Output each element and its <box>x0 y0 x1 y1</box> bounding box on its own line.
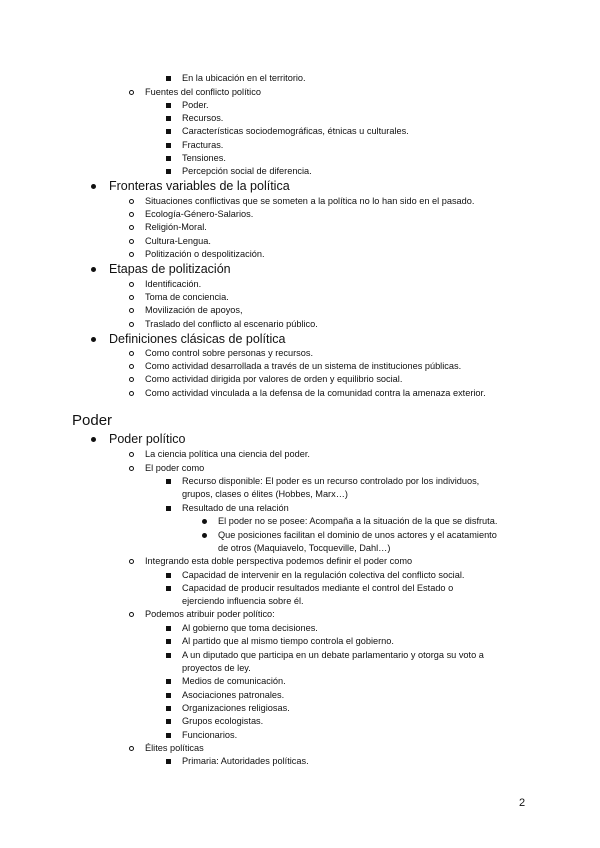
list-item-text: Que posiciones facilitan el dominio de unos actores y el acatamiento <box>218 530 497 540</box>
list-item <box>145 318 318 330</box>
disc-bullet-icon <box>91 437 96 442</box>
list-item <box>145 195 474 207</box>
disc-bullet-icon <box>91 267 96 272</box>
list-item <box>145 304 243 316</box>
list-item-text: Toma de conciencia. <box>145 292 229 302</box>
list-item-text: Etapas de politización <box>109 262 231 276</box>
list-item-text: Como actividad vinculada a la defensa de la comunidad contra la amenaza exterior. <box>145 388 486 398</box>
circle-bullet-icon <box>129 308 134 313</box>
list-item <box>109 431 185 447</box>
list-item <box>182 582 453 594</box>
list-item <box>145 208 253 220</box>
square-bullet-icon <box>166 693 171 698</box>
list-item <box>182 165 312 177</box>
circle-bullet-icon <box>129 282 134 287</box>
list-item <box>145 86 261 98</box>
list-item-text: Situaciones conflictivas que se someten a la política no lo han sido en el pasado. <box>145 196 475 206</box>
list-item <box>182 689 284 701</box>
list-item <box>182 72 306 84</box>
list-item-text: de otros (Maquiavelo, Tocqueville, Dahl…) <box>218 543 391 553</box>
list-item <box>182 675 286 687</box>
circle-bullet-icon <box>129 212 134 217</box>
square-bullet-icon <box>166 586 171 591</box>
list-item-text: Podemos atribuir poder político: <box>145 609 275 619</box>
circle-bullet-icon <box>129 199 134 204</box>
list-item <box>145 448 310 460</box>
list-item <box>145 742 204 754</box>
list-item-text: La ciencia política una ciencia del poder. <box>145 449 310 459</box>
list-item-text: Al partido que al mismo tiempo controla el gobierno. <box>182 636 394 646</box>
square-bullet-icon <box>166 143 171 148</box>
list-item-text: Cultura-Lengua. <box>145 236 211 246</box>
list-item <box>145 278 201 290</box>
list-item <box>218 529 497 541</box>
list-item-continuation <box>218 542 390 554</box>
list-item-text: Definiciones clásicas de política <box>109 332 286 346</box>
list-item-text: grupos, clases o élites (Hobbes, Marx…) <box>182 489 348 499</box>
list-item-text: Poder. <box>182 100 209 110</box>
square-bullet-icon <box>166 76 171 81</box>
list-item <box>182 152 226 164</box>
square-bullet-icon <box>166 573 171 578</box>
list-item <box>182 139 223 151</box>
list-item <box>145 387 486 399</box>
circle-bullet-icon <box>129 612 134 617</box>
list-item <box>182 475 479 487</box>
list-item <box>182 755 309 767</box>
list-item-text: Medios de comunicación. <box>182 676 286 686</box>
circle-bullet-icon <box>129 391 134 396</box>
square-bullet-icon <box>166 479 171 484</box>
list-item-text: Traslado del conflicto al escenario público. <box>145 319 318 329</box>
list-item-text: Características sociodemográficas, étnicas u culturales. <box>182 126 409 136</box>
list-item <box>218 515 497 527</box>
circle-bullet-icon <box>129 322 134 327</box>
list-item <box>182 125 409 137</box>
circle-bullet-icon <box>129 295 134 300</box>
list-item-text: Élites políticas <box>145 743 204 753</box>
list-item-text: El poder como <box>145 463 205 473</box>
list-item-text: Funcionarios. <box>182 730 238 740</box>
circle-bullet-icon <box>129 90 134 95</box>
list-item-text: Movilización de apoyos, <box>145 305 243 315</box>
list-item-text: Identificación. <box>145 279 202 289</box>
list-item <box>145 221 207 233</box>
list-item-text: Ecología-Género-Salarios. <box>145 209 254 219</box>
list-item-text: A un diputado que participa en un debate parlamentario y otorga su voto a <box>182 650 484 660</box>
list-item-text: Integrando esta doble perspectiva podemos definir el poder como <box>145 556 413 566</box>
list-item-text: Percepción social de diferencia. <box>182 166 312 176</box>
disc-bullet-icon <box>91 337 96 342</box>
list-item <box>182 649 484 661</box>
square-bullet-icon <box>166 759 171 764</box>
list-item-continuation <box>182 488 348 500</box>
list-item-text: Recurso disponible: El poder es un recurso controlado por los individuos, <box>182 476 480 486</box>
square-bullet-icon <box>166 679 171 684</box>
square-bullet-icon <box>166 129 171 134</box>
list-item <box>109 261 231 277</box>
list-item <box>145 347 313 359</box>
list-item <box>145 555 412 567</box>
square-bullet-icon <box>166 626 171 631</box>
list-item <box>182 622 318 634</box>
list-item-text: Religión-Moral. <box>145 222 207 232</box>
list-item-continuation <box>182 595 304 607</box>
disc-bullet-icon <box>202 519 207 524</box>
list-item <box>109 331 285 347</box>
square-bullet-icon <box>166 706 171 711</box>
list-item-text: En la ubicación en el territorio. <box>182 73 306 83</box>
disc-bullet-icon <box>91 184 96 189</box>
square-bullet-icon <box>166 733 171 738</box>
list-item <box>145 291 229 303</box>
list-item-text: Fracturas. <box>182 140 224 150</box>
list-item-text: Como control sobre personas y recursos. <box>145 348 313 358</box>
list-item-text: proyectos de ley. <box>182 663 251 673</box>
page-number: 2 <box>519 797 526 809</box>
square-bullet-icon <box>166 156 171 161</box>
list-item <box>182 729 237 741</box>
circle-bullet-icon <box>129 351 134 356</box>
list-item-text: Recursos. <box>182 113 224 123</box>
circle-bullet-icon <box>129 377 134 382</box>
list-item-text: Capacidad de producir resultados mediante el control del Estado o <box>182 583 454 593</box>
circle-bullet-icon <box>129 252 134 257</box>
list-item-text: Como actividad desarrollada a través de un sistema de instituciones públicas. <box>145 361 462 371</box>
list-item-text: Asociaciones patronales. <box>182 690 285 700</box>
list-item-continuation <box>182 662 251 674</box>
list-item <box>145 462 204 474</box>
list-item <box>145 360 461 372</box>
list-item <box>182 715 263 727</box>
list-item <box>145 235 211 247</box>
circle-bullet-icon <box>129 225 134 230</box>
list-item-text: Al gobierno que toma decisiones. <box>182 623 318 633</box>
list-item-text: Primaria: Autoridades políticas. <box>182 756 309 766</box>
circle-bullet-icon <box>129 239 134 244</box>
list-item <box>182 702 290 714</box>
square-bullet-icon <box>166 169 171 174</box>
list-item-text: ejerciendo influencia sobre él. <box>182 596 304 606</box>
square-bullet-icon <box>166 506 171 511</box>
list-item <box>145 248 265 260</box>
list-item <box>182 99 209 111</box>
list-item-text: Organizaciones religiosas. <box>182 703 290 713</box>
list-item <box>182 635 394 647</box>
list-item-text: El poder no se posee: Acompaña a la situación de la que se disfruta. <box>218 516 498 526</box>
list-item <box>182 569 464 581</box>
list-item-text: Tensiones. <box>182 153 226 163</box>
list-item-text: Fuentes del conflicto político <box>145 87 261 97</box>
list-item <box>182 112 223 124</box>
circle-bullet-icon <box>129 364 134 369</box>
square-bullet-icon <box>166 103 171 108</box>
circle-bullet-icon <box>129 746 134 751</box>
list-item-text: Fronteras variables de la política <box>109 179 290 193</box>
circle-bullet-icon <box>129 559 134 564</box>
list-item <box>145 608 275 620</box>
list-item-text: Grupos ecologistas. <box>182 716 264 726</box>
list-item-text: Resultado de una relación <box>182 503 289 513</box>
square-bullet-icon <box>166 116 171 121</box>
list-item <box>145 373 402 385</box>
circle-bullet-icon <box>129 452 134 457</box>
list-item <box>109 178 290 194</box>
list-item-text: Capacidad de intervenir en la regulación colectiva del conflicto social. <box>182 570 465 580</box>
disc-bullet-icon <box>202 533 207 538</box>
square-bullet-icon <box>166 719 171 724</box>
square-bullet-icon <box>166 639 171 644</box>
square-bullet-icon <box>166 653 171 658</box>
circle-bullet-icon <box>129 466 134 471</box>
section-heading: Poder <box>72 412 113 429</box>
list-item <box>182 502 289 514</box>
list-item-text: Como actividad dirigida por valores de orden y equilibrio social. <box>145 374 403 384</box>
list-item-text: Politización o despolitización. <box>145 249 265 259</box>
list-item-text: Poder político <box>109 432 186 446</box>
